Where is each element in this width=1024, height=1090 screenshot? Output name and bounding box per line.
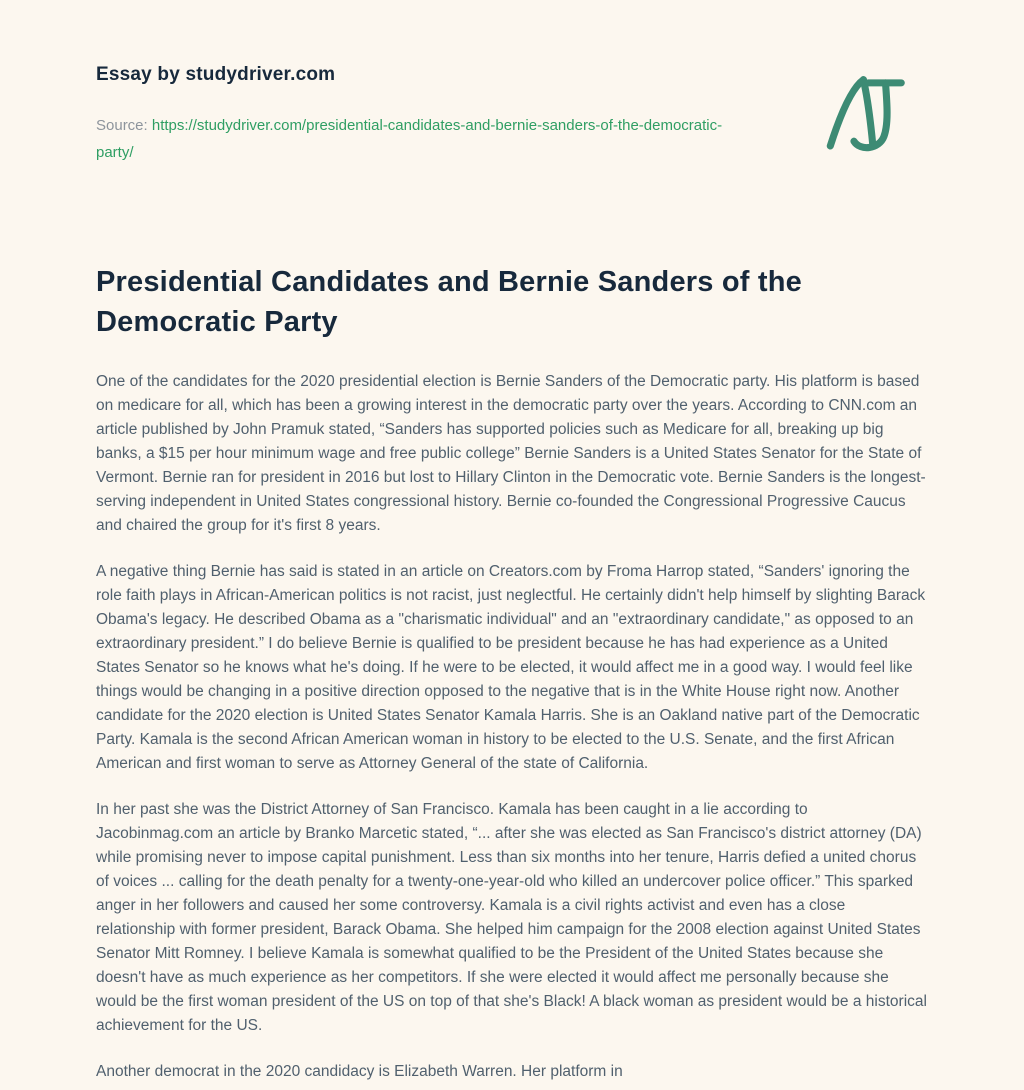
studydriver-logo-icon (824, 70, 906, 162)
source-line (96, 112, 744, 166)
essay-paragraph-2: A negative thing Bernie has said is stated in an article on Creators.com by Froma Harrop stated, “Sanders' ignoring the role faith plays in African-American politics is not racist, just neglectful. He certainly didn't help himself by slighting Barack Obama's legacy. He described Obama as a "charismatic individual" and an "extraordinary candidate," as opposed to an extraordinary president.” I do believe Bernie is qualified to be president because he has had experience as a United States Senator so he knows what he's doing. If he were to be elected, it would affect me in a good way. I would feel like things would be changing in a positive direction opposed to the negative that is in the White House right now. Another candidate for the 2020 election is United States Senator Kamala Harris. She is an Oakland native part of the Democratic Party. Kamala is the second African American woman in history to be elected to the U.S. Senate, and the first African American and first woman to serve as Attorney General of the state of California. (96, 563, 926, 773)
essay-paragraph-1: One of the candidates for the 2020 presidential election is Bernie Sanders of the Democratic party. His platform is based on medicare for all, which has been a growing interest in the democratic party over the years. According to CNN.com an article published by John Pramuk stated, “Sanders has supported policies such as Medicare for all, breaking up big banks, a $15 per hour minimum wage and free public college” Bernie Sanders is a United States Senator for the State of Vermont. Bernie ran for president in 2016 but lost to Hillary Clinton in the Democratic vote. Bernie Sanders is the longest-serving independent in United States congressional history. Bernie co-founded the Congressional Progressive Caucus and chaired the group for it's first 8 years. (96, 373, 926, 535)
source-label: Source: (96, 117, 148, 134)
document-header (96, 64, 928, 166)
byline: Essay by studydriver.com (96, 64, 336, 85)
essay-title: Presidential Candidates and Bernie Sanders of the Democratic Party (96, 266, 802, 339)
essay-paragraph-3: In her past she was the District Attorney of San Francisco. Kamala has been caught in a lie according to Jacobinmag.com an article by Branko Marcetic stated, “... after she was elected as San Francisco's district attorney (DA) while promising never to impose capital punishment. Less than six months into her tenure, Harris defied a united chorus of voices ... calling for the death penalty for a twenty-one-year-old who killed an undercover police officer.” This sparked anger in her followers and caused her some controversy. Kamala is a civil rights activist and even has a close relationship with former president, Barack Obama. She helped him campaign for the 2008 election against United States Senator Mitt Romney. I believe Kamala is somewhat qualified to be the President of the United States because she doesn't have as much experience as her competitors. If she were elected it would affect me personally because she would be the first woman president of the US on top of that she's Black! A black woman as president would be a historical achievement for the US. (96, 801, 927, 1035)
essay-body (96, 262, 928, 1084)
essay-paragraph-4: Another democrat in the 2020 candidacy is Elizabeth Warren. Her platform in (96, 1063, 623, 1081)
source-url-link[interactable]: https://studydriver.com/presidential-candidates-and-bernie-sanders-of-the-democratic-party/ (96, 117, 723, 161)
